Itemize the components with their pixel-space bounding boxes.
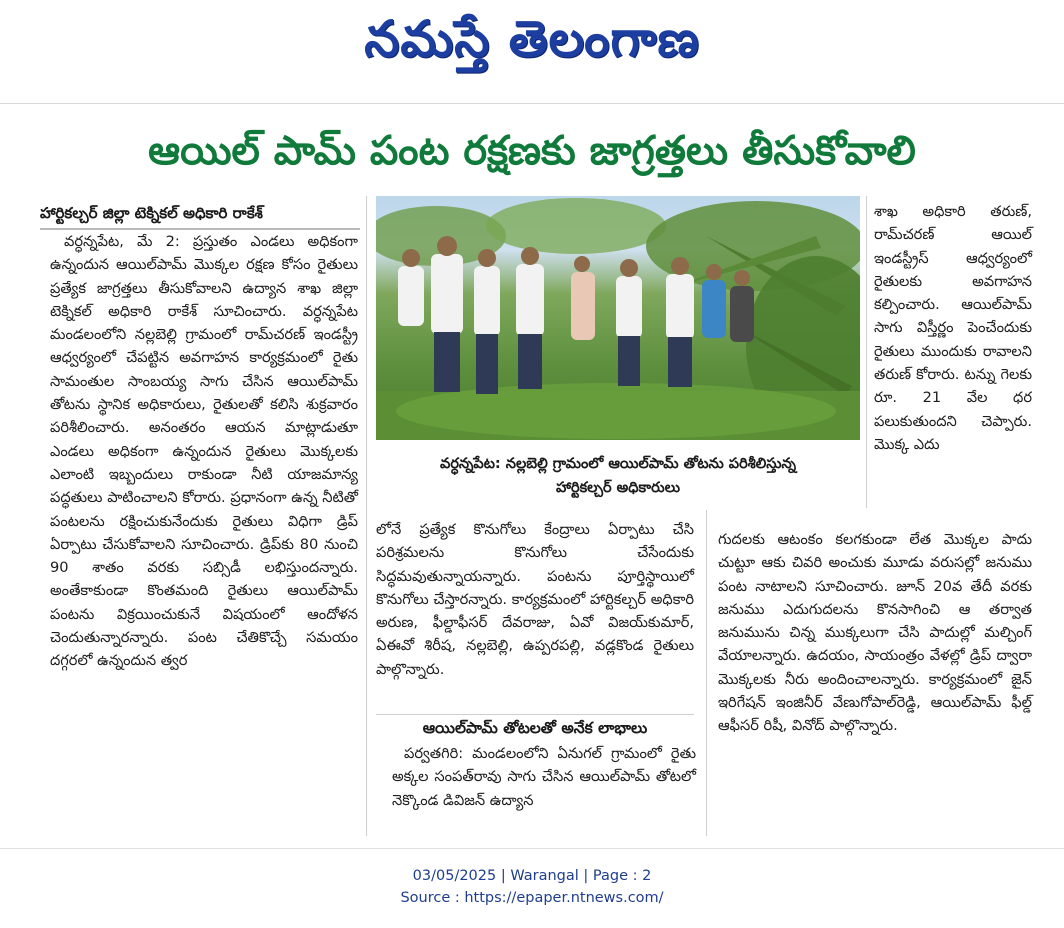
news-photo [376, 196, 860, 440]
footer-divider [0, 848, 1064, 849]
sub-article-column [392, 742, 696, 812]
photo-caption [380, 452, 856, 500]
column-1-text: వర్ధన్నపేట, మే 2: ప్రస్తుతం ఎండలు అధికంగా ఉన్నందున ఆయిల్‌పామ్ మొక్కల రక్షణ కోసం రైతులు ప్రత్యేక జాగ్రత్తలు తీసుకోవాలని ఉద్యాన శాఖ జిల్లా టెక్నికల్ అధికారి రాకేశ్ సూచించారు. వర్ధన్నపేట మండలంలోని నల్లబెల్లి గ్రామంలో రామ్‌చరణ్ ఇండస్ట్రీ ఆధ్వర్యంలో చేపట్టిన అవగాహన కార్యక్రమంలో రైతు సామంతుల సాంబయ్య సాగు చేసిన ఆయిల్‌పామ్ తోటను స్థానిక అధికారులు, రైతులతో కలిసి శుక్రవారం పరిశీలించారు. అనంతరం ఆయన మాట్లాడుతూ ఎండలు అధికంగా ఉన్నందున రైతులు మొక్కలకు ఎలాంటి ఇబ్బందులు రాకుండా నీటి యాజమాన్య పద్ధతులు పాటించాలని కోరారు. ప్రధానంగా ఉన్న నీటితో పంటలను రక్షించుకునేందుకు రైతులు విధిగా డ్రిప్ ఏర్పాటు చేసుకోవాలని సూచించారు. డ్రిప్‌కు 80 నుంచి 90 శాతం వరకు సబ్సిడీ లభిస్తుందన్నారు. అంతేకాకుండా కొంతమంది రైతులు ఆయిల్‌పామ్ పంటను విక్రయించుకునే విషయంలో ఆందోళన చెందుతున్నారన్నారు. పంట చేతికొచ్చే సమయం దగ్గరలో ఉన్నందున త్వర [50, 233, 358, 670]
column-3-top-text: శాఖ అధికారి తరుణ్, రామ్‌చరణ్ ఆయిల్ ఇండస్ట్రీస్ ఆధ్వర్యంలో రైతులకు అవగాహన కల్పించారు. ఆయిల్‌పామ్ సాగు విస్తీర్ణం పెంచేందుకు రైతులు ముందుకు రావాలని తరుణ్ కోరారు. టన్ను గెలకు రూ. 21 వేల ధర పలుకుతుందని చెప్పారు. మొక్క ఎదు [874, 203, 1032, 453]
column-3-bottom-text: గుదలకు ఆటంకం కలగకుండా లేత మొక్కల పాదు చుట్టూ ఆకు చివరి అంచుకు మూడు వరుసల్లో జనుము పంట నాటాలని సూచించారు. జూన్ 20వ తేదీ వరకు జనుము ఎదుగుదలను కొనసాగించి ఆ తర్వాత జనుమును చిన్న ముక్కలుగా చేసి పాదుల్లో మల్చింగ్ వేయాలన్నారు. ఉదయం, సాయంత్రం వేళల్లో డ్రిప్ ద్వారా మొక్కలకు నీరు అందించాలన్నారు. కార్యక్రమంలో జైన్ ఇరిగేషన్ ఇంజినీర్ వేణుగోపాల్‌రెడ్డి, ఆయిల్‌పామ్ ఫీల్డ్ ఆఫీసర్ రిషీ, వినోద్ పాల్గొన్నారు. [718, 531, 1032, 735]
photo-caption-line-2: హార్టికల్చర్ అధికారులు [556, 480, 680, 496]
sub-article-text: పర్వతగిరి: మండలంలోని ఏనుగల్ గ్రామంలో రైతు అక్కల సంపత్‌రావు సాగు చేసిన ఆయిల్‌పామ్ తోటలో నెక్కొండ డివిజన్ ఉద్యాన [392, 745, 696, 809]
article-headline: ఆయిల్ పామ్ పంట రక్షణకు జాగ్రత్తలు తీసుకోవాలి [148, 128, 916, 174]
column-divider [706, 510, 707, 836]
article-column-1 [50, 230, 358, 673]
article-byline: హార్టికల్చర్ జిల్లా టెక్నికల్ అధికారి రాకేశ్ [40, 204, 263, 222]
column-divider [366, 196, 367, 836]
column-divider [866, 196, 867, 508]
masthead-title: నమస్తే తెలంగాణ [364, 10, 700, 68]
farm-inspection-photo [376, 196, 860, 440]
article-column-3-top [874, 200, 1032, 456]
column-2-text: లోనే ప్రత్యేక కొనుగోలు కేంద్రాలు ఏర్పాటు చేసి పరిశ్రమలను కొనుగోలు చేసేందుకు సిద్ధమవుతున్నాయన్నారు. పంటను పూర్తిస్థాయిలో కొనుగోలు చేస్తారన్నారు. కార్యక్రమంలో హార్టికల్చర్ అధికారి అరుణ, ఫీల్డాఫీసర్ దేవరాజు, ఏవో విజయ్‌కుమార్, ఏఈవో శిరీష, నల్లబెల్లి, ఉప్పరపల్లి, వడ్లకొండ రైతులు పాల్గొన్నారు. [376, 521, 694, 678]
source-link[interactable]: Source : https://epaper.ntnews.com/ [400, 890, 664, 906]
article-column-2 [376, 518, 694, 681]
newspaper-masthead [0, 0, 1064, 78]
photo-caption-line-1: వర్ధన్నపేట: నల్లబెల్లి గ్రామంలో ఆయిల్‌పామ్ తోటను పరిశీలిస్తున్న [440, 456, 796, 472]
masthead-divider [0, 103, 1064, 104]
sub-article-headline: ఆయిల్‌పామ్ తోటలతో అనేక లాభాలు [376, 714, 694, 741]
edition-info: 03/05/2025 | Warangal | Page : 2 [412, 868, 652, 884]
article-column-3-bottom [718, 528, 1032, 738]
